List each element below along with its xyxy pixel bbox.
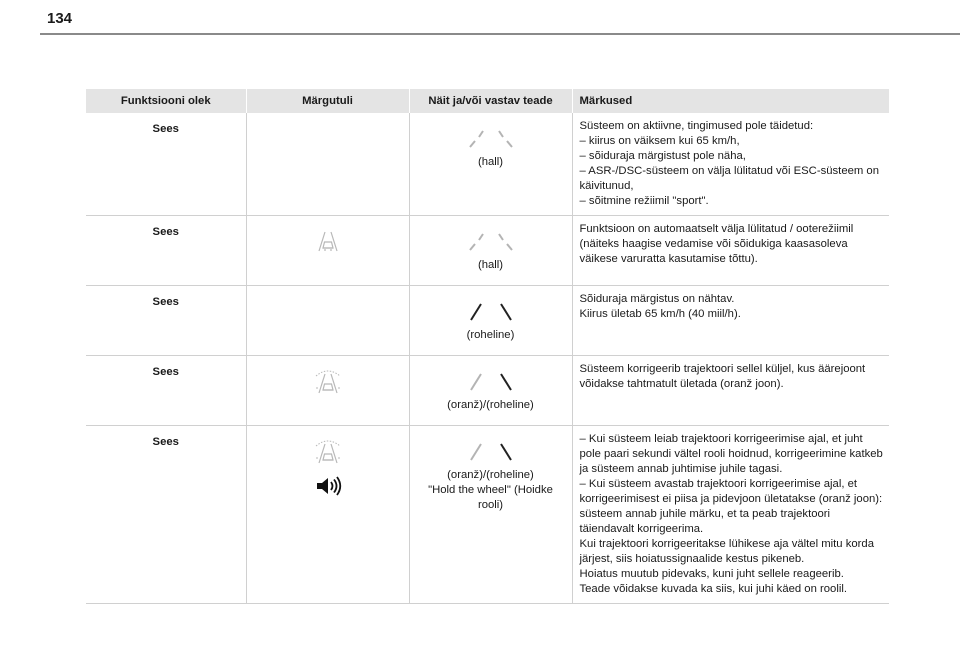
display-cell bbox=[409, 216, 572, 286]
note-line: – Kui süsteem leiab trajektoori korrigeerimise ajal, et juht pole paari sekundi vältel rooli hoidnud, korrigeerimine katkeb ja süsteem annab juhtimise juhile tagasi. bbox=[579, 433, 883, 475]
display-caption: (roheline) bbox=[466, 329, 515, 341]
lamp-cell bbox=[246, 356, 409, 426]
lane-lines-orange-green-icon bbox=[461, 438, 521, 464]
lamp-cell bbox=[246, 113, 409, 216]
display-caption-message: "Hold the wheel" (Hoidke rooli) bbox=[428, 484, 553, 511]
display-cell bbox=[409, 113, 572, 216]
note-line: Süsteem on aktiivne, tingimused pole täidetud: bbox=[579, 120, 814, 132]
table-header-row bbox=[86, 89, 889, 113]
display-cell bbox=[409, 286, 572, 356]
note-line: – sõitmine režiimil "sport". bbox=[579, 195, 709, 207]
note-line: – Kui süsteem avastab trajektoori korrigeerimise ajal, et korrigeerimisest ei piisa ja pidevjoon ületatakse (oranž joon): süsteem annab juhile märku, et ta peab trajektoori täiendavalt korrigeerima. bbox=[579, 478, 883, 535]
lane-lines-green-icon bbox=[461, 298, 521, 324]
display-caption: (oranž)/(roheline) bbox=[447, 399, 534, 411]
speaker-sound-icon bbox=[314, 476, 342, 496]
note-line: Kiirus ületab 65 km/h (40 miil/h). bbox=[579, 308, 741, 320]
lamp-cell bbox=[246, 286, 409, 356]
notes-cell bbox=[572, 113, 889, 216]
lamp-cell bbox=[246, 216, 409, 286]
lane-assist-active-lamp-icon bbox=[313, 438, 343, 466]
note-line: Hoiatus muutub pidevaks, kuni juht sellele reageerib. bbox=[579, 568, 844, 580]
lamp-cell bbox=[246, 426, 409, 604]
page-number: 134 bbox=[47, 10, 73, 27]
display-caption-color: (oranž)/(roheline) bbox=[447, 469, 534, 481]
state-cell: Sees bbox=[86, 286, 246, 356]
notes-cell bbox=[572, 286, 889, 356]
state-cell: Sees bbox=[86, 113, 246, 216]
notes-cell bbox=[572, 426, 889, 604]
state-cell: Sees bbox=[86, 426, 246, 604]
note-line: Funktsioon on automaatselt välja lülitatud / ooterežiimil (näiteks haagise vedamise või sõidukiga kaasasoleva väikese varuratta kasutamise tõttu). bbox=[579, 223, 854, 265]
lane-assist-status-table bbox=[86, 89, 889, 604]
note-line: – ASR-/DSC-süsteem on välja lülitatud või ESC-süsteem on käivitunud, bbox=[579, 165, 879, 192]
column-header-state: Funktsiooni olek bbox=[86, 89, 246, 113]
display-cell bbox=[409, 426, 572, 604]
lane-lines-orange-green-icon bbox=[461, 368, 521, 394]
lane-lines-grey-dashed-icon bbox=[461, 125, 521, 151]
lane-lines-grey-dashed-icon bbox=[461, 228, 521, 254]
column-header-notes: Märkused bbox=[572, 89, 889, 113]
lane-assist-active-lamp-icon bbox=[313, 368, 343, 396]
table-row bbox=[86, 216, 889, 286]
state-cell: Sees bbox=[86, 356, 246, 426]
header-rule bbox=[40, 33, 960, 35]
notes-cell bbox=[572, 356, 889, 426]
table-row bbox=[86, 286, 889, 356]
note-line: Teade võidakse kuvada ka siis, kui juhi käed on roolil. bbox=[579, 583, 848, 595]
note-line: Süsteem korrigeerib trajektoori sellel küljel, kus äärejoont võidakse tahtmatult ületada (oranž joon). bbox=[579, 363, 866, 390]
display-caption: (hall) bbox=[477, 156, 504, 168]
table-row bbox=[86, 426, 889, 604]
display-cell bbox=[409, 356, 572, 426]
lane-assist-lamp-icon bbox=[313, 228, 343, 254]
note-line: Kui trajektoori korrigeeritakse lühikese aja vältel mitu korda järjest, siis hoiatussignaalide kestus pikeneb. bbox=[579, 538, 874, 565]
display-caption: (hall) bbox=[477, 259, 504, 271]
note-line: – kiirus on väiksem kui 65 km/h, bbox=[579, 135, 740, 147]
notes-cell bbox=[572, 216, 889, 286]
note-line: Sõiduraja märgistus on nähtav. bbox=[579, 293, 735, 305]
table-row bbox=[86, 356, 889, 426]
column-header-display: Näit ja/või vastav teade bbox=[409, 89, 572, 113]
state-cell: Sees bbox=[86, 216, 246, 286]
table-row bbox=[86, 113, 889, 216]
note-line: – sõiduraja märgistust pole näha, bbox=[579, 150, 746, 162]
column-header-lamp: Märgutuli bbox=[246, 89, 409, 113]
display-caption bbox=[416, 468, 566, 513]
